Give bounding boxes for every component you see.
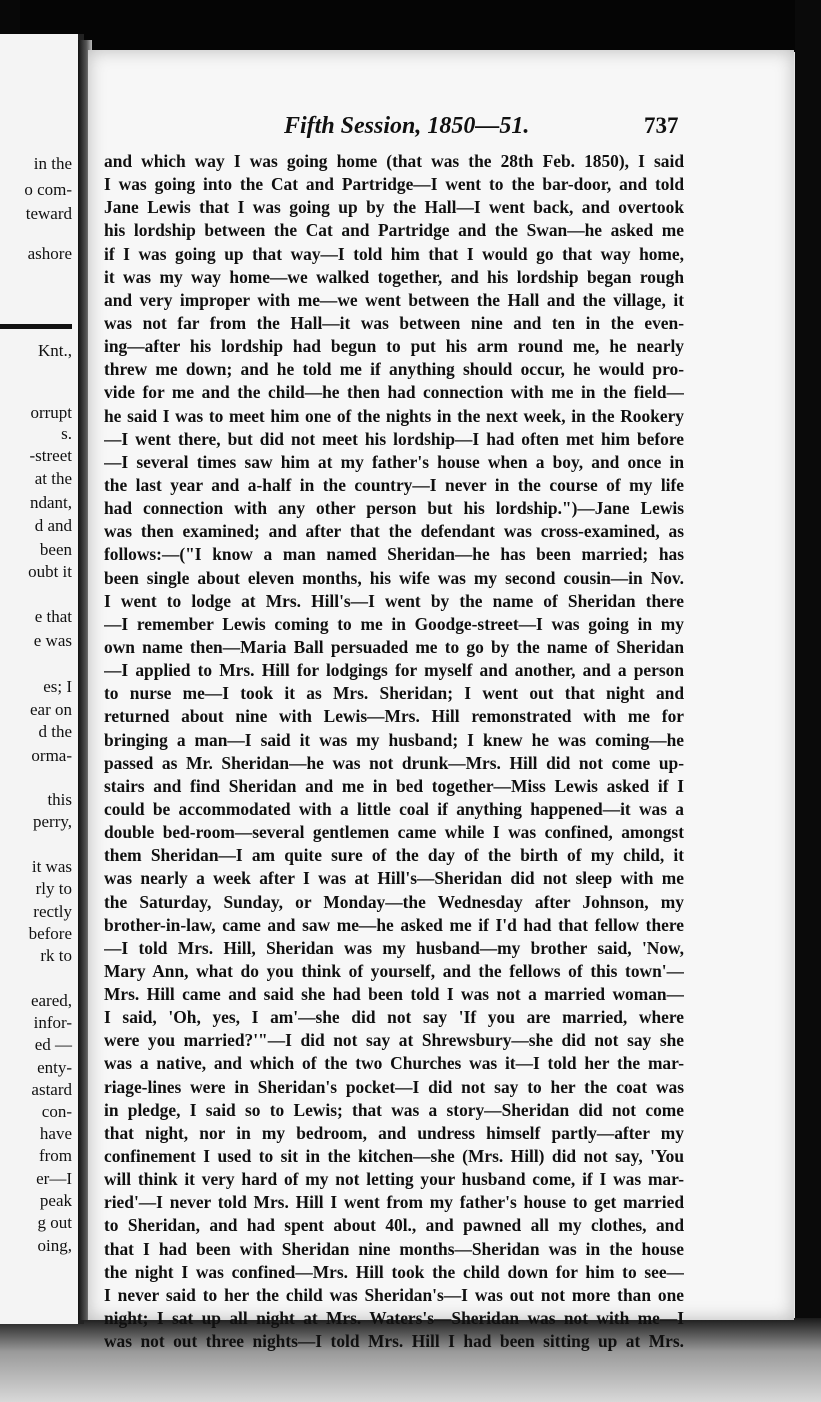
text-line: vide for me and the child—he then had connection with me in the field— [104,382,684,403]
previous-page-text-fragment: oubt it [28,562,72,581]
text-line: passed as Mr. Sheridan—he was not drunk—Mrs. Hill did not come up- [104,752,684,773]
previous-page-text-fragment: orrupt [30,403,72,422]
previous-page-text-fragment: have [39,1124,72,1143]
previous-page-text-fragment: e was [33,631,72,650]
text-line: threw me down; and he told me if anything should occur, he would pro- [104,359,684,380]
text-line: and which way I was going home (that was the 28th Feb. 1850), I said [104,151,684,171]
text-line: —I applied to Mrs. Hill for lodgings for myself and another, and a person [104,660,684,681]
text-line: riage-lines were in Sheridan's pocket—I did not say to her the coat was [104,1076,684,1097]
text-line: them Sheridan—I am quite sure of the day of the birth of my child, it [104,845,684,866]
previous-page-text-fragment: g out [37,1213,72,1232]
text-line: were you married?'"—I did not say at Shrewsbury—she did not say she [104,1030,684,1051]
text-line: he said I was to meet him one of the nights in the next week, in the Rookery [104,405,684,426]
text-line: —I told Mrs. Hill, Sheridan was my husband—my brother said, 'Now, [104,937,684,958]
section-divider-rule [0,324,72,329]
text-line: his lordship between the Cat and Partridge and the Swan—he asked me [104,220,684,241]
text-line: follows:—("I know a man named Sheridan—he has been married; has [104,544,684,565]
previous-page-text-fragment: rk to [40,946,72,965]
text-line: was then examined; and after that the defendant was cross-examined, as [104,521,684,542]
text-line: will think it very hard of my not letting your husband come, if I was mar- [104,1169,684,1190]
scanner-background-right [795,0,821,1402]
text-line: I said, 'Oh, yes, I am'—she did not say 'If you are married, where [104,1007,684,1028]
text-line: was not out three nights—I told Mrs. Hill I had been sitting up at Mrs. [104,1331,684,1352]
previous-page-text-fragment: it was [31,857,72,876]
body-text [104,150,684,1353]
text-line: I was going into the Cat and Partridge—I went to the bar-door, and told [104,174,684,195]
previous-page-text-fragment: s. [61,424,72,443]
text-line: returned about nine with Lewis—Mrs. Hill remonstrated with me for [104,706,684,727]
previous-page-text-fragment: ed — [34,1035,72,1054]
text-line: bringing a man—I said it was my husband; I knew he was coming—he [104,729,684,750]
previous-page-text-fragment: d and [34,516,72,535]
previous-page-text-fragment: orma- [31,746,72,765]
text-line: that night, nor in my bedroom, and undress himself partly—after my [104,1122,684,1143]
text-line: was a native, and which of the two Churches was it—I told her the mar- [104,1053,684,1074]
text-line: and very improper with me—we went between the Hall and the village, it [104,289,684,310]
text-line: was not far from the Hall—it was between nine and ten in the even- [104,312,684,333]
previous-page-text-fragment: this [47,790,72,809]
previous-page-text-fragment: perry, [32,812,72,831]
text-line: —I went there, but did not meet his lordship—I had often met him before [104,428,684,449]
scanner-background-top [0,0,821,52]
previous-page-text-fragment: rly to [35,879,72,898]
previous-page-text-fragment: ear on [29,700,72,719]
previous-page-text-fragment: ashore [27,244,72,263]
text-line: that I had been with Sheridan nine months—Sheridan was in the house [104,1238,684,1259]
previous-page-text-fragment: infor- [33,1013,72,1032]
previous-page-text-fragment: from [38,1146,72,1165]
text-line: in pledge, I said so to Lewis; that was a story—Sheridan did not come [104,1099,684,1120]
text-line: brother-in-law, came and saw me—he asked me if I'd had that fellow there [104,914,684,935]
text-line: double bed-room—several gentlemen came while I was confined, amongst [104,822,684,843]
text-line: it was my way home—we walked together, and his lordship began rough [104,266,684,287]
text-line: Mary Ann, what do you think of yourself, and the fellows of this town'— [104,960,684,981]
text-line: the last year and a-half in the country—I never in the course of my life [104,474,684,495]
previous-page-text-fragment: e that [34,607,72,626]
previous-page-text-fragment: been [39,540,72,559]
text-line: if I was going up that way—I told him that I would go that way home, [104,243,684,264]
text-line: Jane Lewis that I was going up by the Hall—I went back, and overtook [104,197,684,218]
text-line: had connection with any other person but his lordship.")—Jane Lewis [104,498,684,519]
text-line: to Sheridan, and had spent about 40l., and pawned all my clothes, and [104,1215,684,1236]
previous-page-text-fragment: in the [33,154,72,173]
previous-page-text-fragment: eared, [30,991,72,1010]
text-line: Mrs. Hill came and said she had been told I was not a married woman— [104,984,684,1005]
previous-page-text-fragment: at the [34,469,72,488]
text-line: night; I sat up all night at Mrs. Waters's—Sheridan was not with me—I [104,1308,684,1329]
previous-page-text-fragment: o com- [24,180,72,199]
text-line: own name then—Maria Ball persuaded me to go by the name of Sheridan [104,636,684,657]
previous-page-text-fragment: er—I [36,1169,72,1188]
previous-page-text-fragment: teward [25,204,72,223]
text-line: stairs and find Sheridan and me in bed together—Miss Lewis asked if I [104,775,684,796]
previous-page-text-fragment: peak [39,1191,72,1210]
text-line: —I remember Lewis coming to me in Goodge-street—I was going in my [104,613,684,634]
previous-page-text-fragment: enty- [37,1058,72,1077]
text-line: I went to lodge at Mrs. Hill's—I went by the name of Sheridan there [104,590,684,611]
previous-page-text-fragment: rectly [33,902,72,921]
text-line: ing—after his lordship had begun to put his arm round me, he nearly [104,336,684,357]
previous-page-text-fragment: astard [31,1080,72,1099]
text-line: I never said to her the child was Sheridan's—I was out not more than one [104,1284,684,1305]
previous-page-text-fragment: es; I [43,677,72,696]
previous-page-fragment [0,34,84,1324]
text-line: the Saturday, Sunday, or Monday—the Wednesday after Johnson, my [104,891,684,912]
text-line: was nearly a week after I was at Hill's—Sheridan did not sleep with me [104,868,684,889]
previous-page-text-fragment: -street [29,446,72,465]
text-line: confinement I used to sit in the kitchen—she (Mrs. Hill) did not say, 'You [104,1146,684,1167]
session-title: Fifth Session, 1850—51. [284,113,530,139]
previous-page-text-fragment: oing, [37,1236,72,1255]
text-line: to nurse me—I took it as Mrs. Sheridan; I went out that night and [104,683,684,704]
text-line: —I several times saw him at my father's house when a boy, and once in [104,451,684,472]
previous-page-text-fragment: d the [38,722,72,741]
text-line: ried'—I never told Mrs. Hill I went from my father's house to get married [104,1192,684,1213]
previous-page-text-fragment: before [28,924,72,943]
previous-page-text-fragment: con- [41,1102,72,1121]
previous-page-text-fragment: Knt., [38,341,72,360]
text-line: could be accommodated with a little coal if anything happened—it was a [104,798,684,819]
previous-page-text-fragment: ndant, [29,493,72,512]
page-number: 737 [644,113,679,138]
text-line: the night I was confined—Mrs. Hill took the child down for him to see— [104,1261,684,1282]
text-line: been single about eleven months, his wife was my second cousin—in Nov. [104,567,684,588]
running-header [88,113,794,141]
